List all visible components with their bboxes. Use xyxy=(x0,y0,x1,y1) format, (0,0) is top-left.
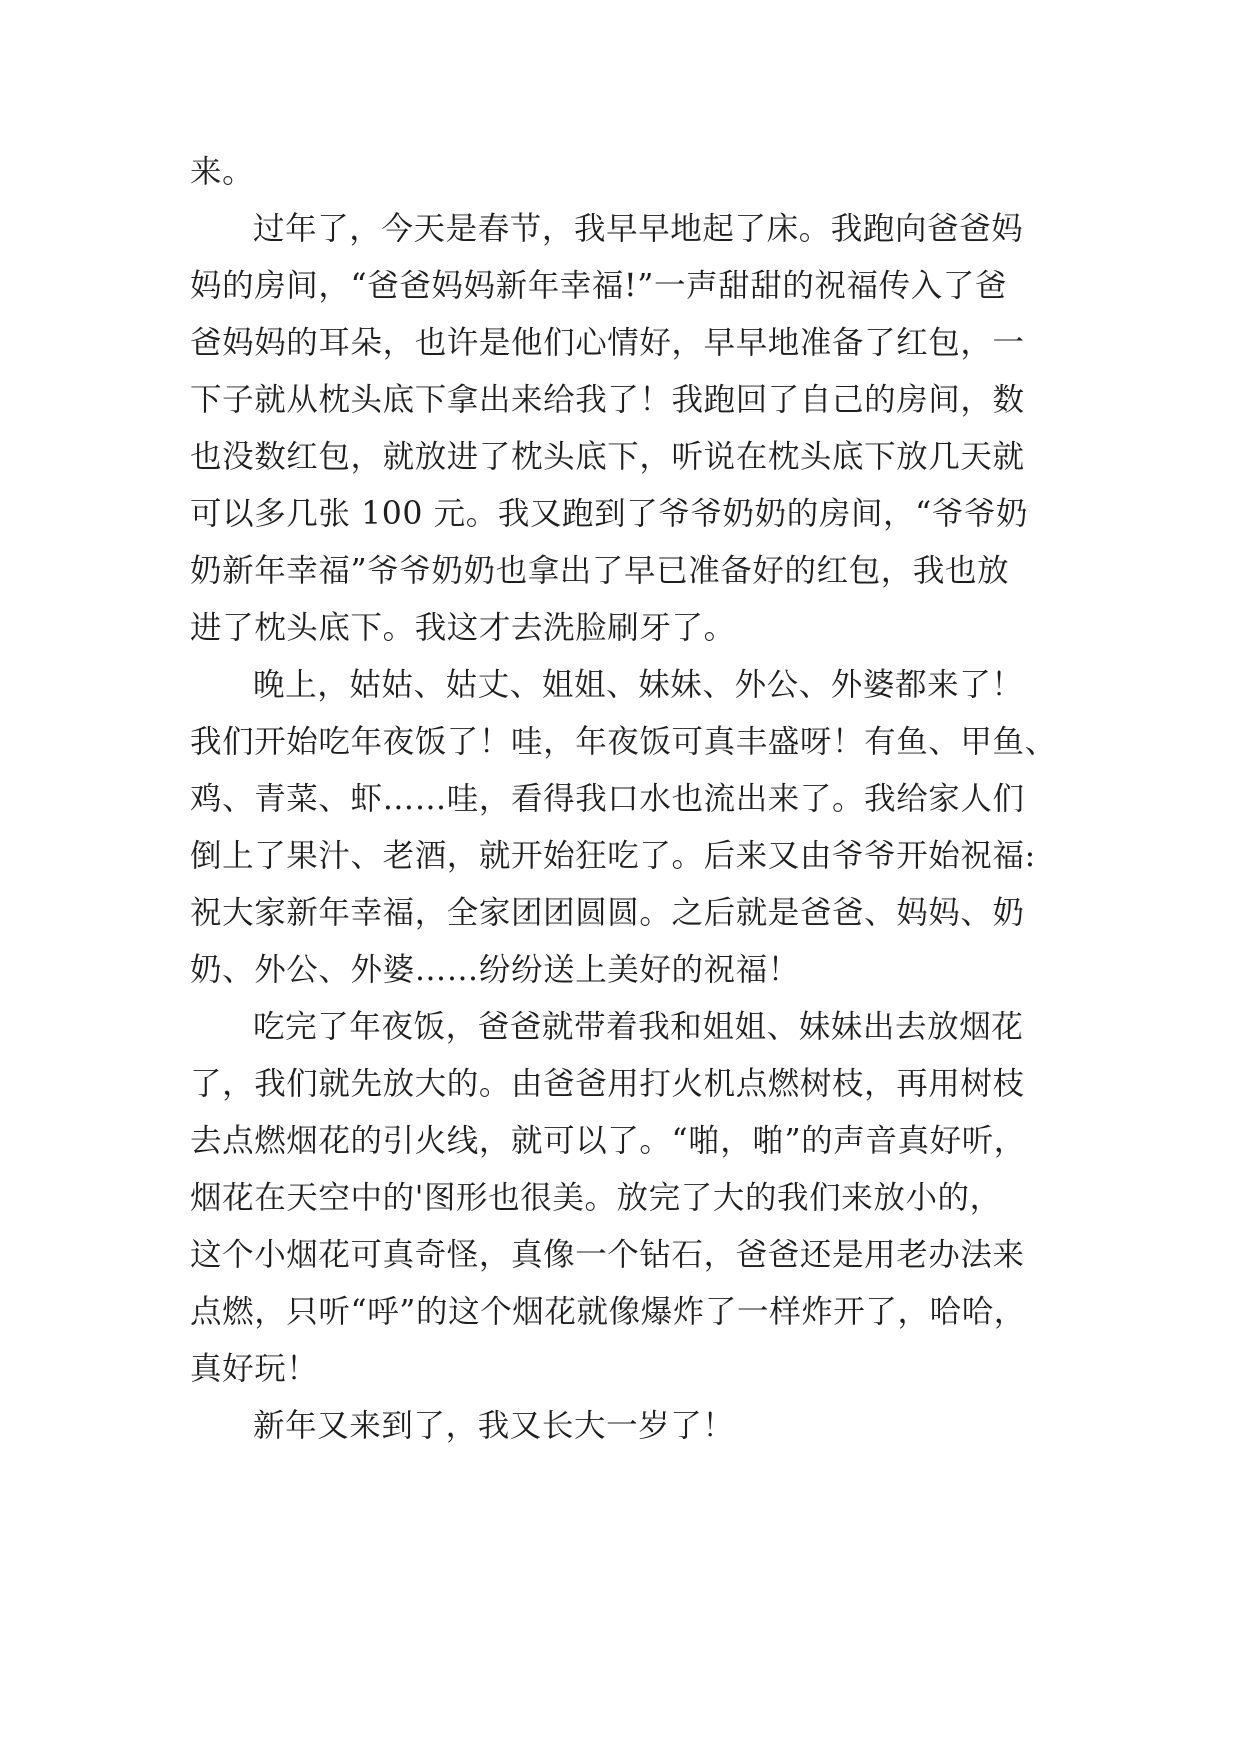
text-line: 我们开始吃年夜饭了！哇，年夜饭可真丰盛呀！有鱼、甲鱼、 xyxy=(190,724,1057,760)
text-line: 可以多几张 100 元。我又跑到了爷爷奶奶的房间，“爷爷奶 xyxy=(190,496,1029,532)
text-line: 这个小烟花可真奇怪，真像一个钻石，爸爸还是用老办法来 xyxy=(190,1237,1025,1273)
text-line: 倒上了果汁、老酒，就开始狂吃了。后来又由爷爷开始祝福: xyxy=(190,838,1036,874)
text-line: 去点燃烟花的引火线，就可以了。“啪，啪”的声音真好听， xyxy=(190,1123,1026,1159)
paragraph-start: 晚上，姑姑、姑丈、姐姐、妹妹、外公、外婆都来了！ xyxy=(253,667,1024,703)
text-line: 进了枕头底下。我这才去洗脸刷牙了。 xyxy=(190,610,736,646)
text-line: 奶新年幸福”爷爷奶奶也拿出了早已准备好的红包，我也放 xyxy=(190,553,1010,589)
text-line: 奶、外公、外婆……纷纷送上美好的祝福！ xyxy=(190,952,800,988)
text-line: 鸡、青菜、虾……哇，看得我口水也流出来了。我给家人们 xyxy=(190,781,1025,817)
text-line: 来。 xyxy=(190,154,255,190)
text-line: 了，我们就先放大的。由爸爸用打火机点燃树枝，再用树枝 xyxy=(190,1066,1025,1102)
paragraph-start: 新年又来到了，我又长大一岁了！ xyxy=(253,1408,735,1444)
text-line: 也没数红包，就放进了枕头底下，听说在枕头底下放几天就 xyxy=(190,439,1025,475)
text-line: 妈的房间，“爸爸妈妈新年幸福!”一声甜甜的祝福传入了爸 xyxy=(190,268,1008,304)
paragraph-start: 吃完了年夜饭，爸爸就带着我和姐姐、妹妹出去放烟花 xyxy=(253,1009,1024,1045)
paragraph-start: 过年了，今天是春节，我早早地起了床。我跑向爸爸妈 xyxy=(253,211,1024,247)
text-line: 祝大家新年幸福，全家团团圆圆。之后就是爸爸、妈妈、奶 xyxy=(190,895,1025,931)
text-line: 下子就从枕头底下拿出来给我了！我跑回了自己的房间，数 xyxy=(190,382,1025,418)
text-line: 爸妈妈的耳朵，也许是他们心情好，早早地准备了红包，一 xyxy=(190,325,1025,361)
text-line: 烟花在天空中的'图形也很美。放完了大的我们来放小的， xyxy=(190,1180,1002,1216)
text-line: 点燃，只听“呼”的这个烟花就像爆炸了一样炸开了，哈哈， xyxy=(190,1294,1026,1330)
text-line: 真好玩！ xyxy=(190,1351,319,1387)
